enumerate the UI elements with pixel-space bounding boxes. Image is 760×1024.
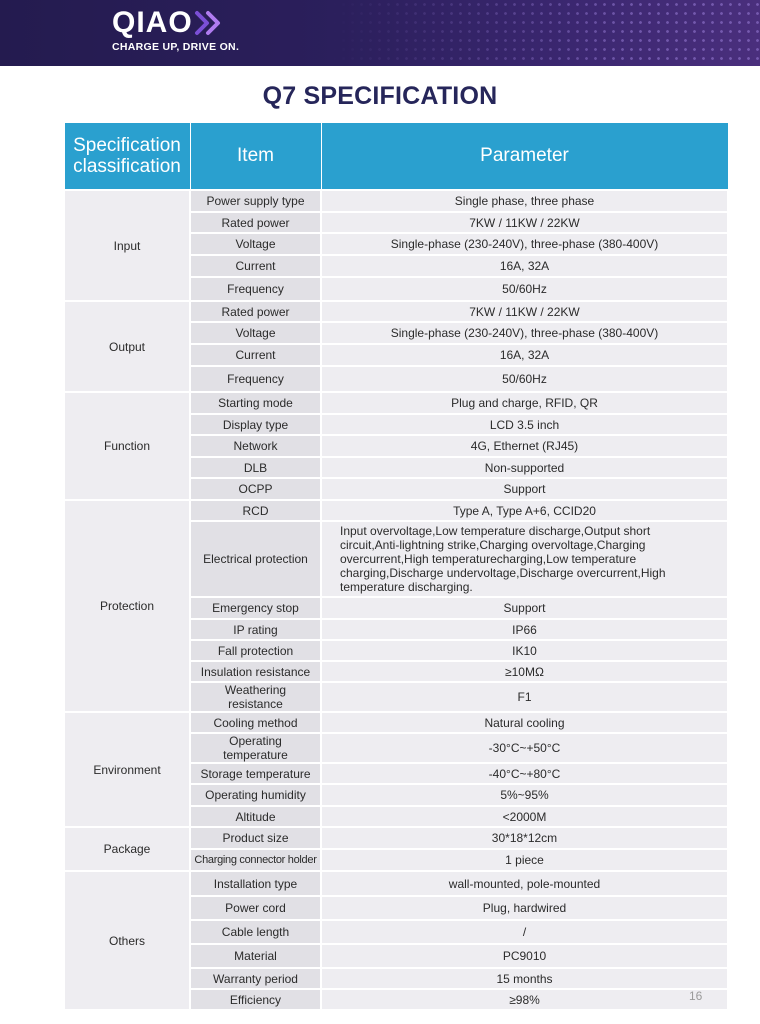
brand-logo	[112, 8, 224, 38]
item-cell: Network	[190, 435, 321, 457]
item-cell: Current	[190, 344, 321, 366]
parameter-cell: IP66	[321, 619, 728, 640]
specification-table	[63, 122, 729, 1011]
item-cell: Display type	[190, 414, 321, 435]
logo-chevron-icon	[194, 10, 224, 36]
parameter-cell: 16A, 32A	[321, 255, 728, 277]
parameter-cell: Non-supported	[321, 457, 728, 478]
item-cell: Voltage	[190, 233, 321, 255]
parameter-cell: 30*18*12cm	[321, 827, 728, 849]
item-cell: Fall protection	[190, 640, 321, 661]
parameter-cell: Support	[321, 478, 728, 500]
parameter-cell: Input overvoltage,Low temperature discharge,Output short circuit,Anti-lightning strike,Charging overvoltage,Charging overcurrent,High temperaturecharging,Low temperature charging,Discharge undervoltage,Discharge overcurrent,High temperature discharging.	[321, 521, 728, 597]
table-row	[64, 712, 728, 733]
item-cell: Operating temperature	[190, 733, 321, 763]
header-item: Item	[190, 123, 321, 191]
banner-dot-pattern	[330, 0, 760, 66]
item-cell: Warranty period	[190, 968, 321, 989]
table-row	[64, 190, 728, 212]
parameter-cell: Plug, hardwired	[321, 896, 728, 920]
parameter-cell: 7KW / 11KW / 22KW	[321, 301, 728, 322]
page-number: 16	[689, 989, 703, 1003]
parameter-cell: Natural cooling	[321, 712, 728, 733]
item-cell: Cooling method	[190, 712, 321, 733]
item-cell: DLB	[190, 457, 321, 478]
item-cell: Weathering resistance	[190, 682, 321, 712]
parameter-cell: 50/60Hz	[321, 277, 728, 301]
item-cell: Installation type	[190, 871, 321, 896]
parameter-cell: PC9010	[321, 944, 728, 968]
parameter-cell: IK10	[321, 640, 728, 661]
item-cell: Frequency	[190, 277, 321, 301]
parameter-cell: 1 piece	[321, 849, 728, 871]
table-body	[64, 190, 728, 1010]
parameter-cell: 50/60Hz	[321, 366, 728, 392]
parameter-cell: 15 months	[321, 968, 728, 989]
parameter-cell: Support	[321, 597, 728, 619]
parameter-cell: 7KW / 11KW / 22KW	[321, 212, 728, 233]
table-row	[64, 392, 728, 414]
parameter-cell: F1	[321, 682, 728, 712]
item-cell: Power cord	[190, 896, 321, 920]
parameter-cell: Single phase, three phase	[321, 190, 728, 212]
parameter-cell: -40°C~+80°C	[321, 763, 728, 784]
item-cell: IP rating	[190, 619, 321, 640]
parameter-cell: Single-phase (230-240V), three-phase (380-400V)	[321, 233, 728, 255]
parameter-cell: 5%~95%	[321, 784, 728, 806]
table-row	[64, 301, 728, 322]
table-row	[64, 871, 728, 896]
parameter-cell: ≥10MΩ	[321, 661, 728, 682]
category-cell: Output	[64, 301, 190, 392]
parameter-cell: <2000M	[321, 806, 728, 827]
parameter-cell: Single-phase (230-240V), three-phase (380-400V)	[321, 322, 728, 344]
table-row	[64, 500, 728, 521]
parameter-cell: /	[321, 920, 728, 944]
logo-text: QIAO	[112, 6, 193, 39]
parameter-cell: Type A, Type A+6, CCID20	[321, 500, 728, 521]
item-cell: OCPP	[190, 478, 321, 500]
parameter-cell: -30°C~+50°C	[321, 733, 728, 763]
item-cell: Voltage	[190, 322, 321, 344]
item-cell: Efficiency	[190, 989, 321, 1010]
parameter-cell: LCD 3.5 inch	[321, 414, 728, 435]
category-cell: Package	[64, 827, 190, 871]
header-parameter: Parameter	[321, 123, 728, 191]
parameter-cell: Plug and charge, RFID, QR	[321, 392, 728, 414]
item-cell: Rated power	[190, 212, 321, 233]
item-cell: Current	[190, 255, 321, 277]
parameter-cell: 16A, 32A	[321, 344, 728, 366]
category-cell: Input	[64, 190, 190, 301]
item-cell: Frequency	[190, 366, 321, 392]
item-cell: Emergency stop	[190, 597, 321, 619]
header-classification: Specification classification	[64, 123, 190, 191]
category-cell: Protection	[64, 500, 190, 712]
page-title: Q7 SPECIFICATION	[262, 82, 498, 110]
item-cell: Power supply type	[190, 190, 321, 212]
item-cell: Product size	[190, 827, 321, 849]
brand-tagline: CHARGE UP, DRIVE ON.	[112, 41, 240, 53]
category-cell: Others	[64, 871, 190, 1010]
item-cell: Operating humidity	[190, 784, 321, 806]
item-cell: Rated power	[190, 301, 321, 322]
item-cell: Electrical protection	[190, 521, 321, 597]
table-header-row	[64, 123, 728, 191]
item-cell: RCD	[190, 500, 321, 521]
item-cell: Storage temperature	[190, 763, 321, 784]
header-banner	[0, 0, 760, 66]
item-cell: Altitude	[190, 806, 321, 827]
item-cell: Insulation resistance	[190, 661, 321, 682]
item-cell: Charging connector holder	[190, 849, 321, 871]
item-cell: Starting mode	[190, 392, 321, 414]
item-cell: Material	[190, 944, 321, 968]
parameter-cell: wall-mounted, pole-mounted	[321, 871, 728, 896]
item-cell: Cable length	[190, 920, 321, 944]
category-cell: Function	[64, 392, 190, 500]
category-cell: Environment	[64, 712, 190, 827]
parameter-cell: ≥98%	[321, 989, 728, 1010]
table-row	[64, 827, 728, 849]
parameter-cell: 4G, Ethernet (RJ45)	[321, 435, 728, 457]
